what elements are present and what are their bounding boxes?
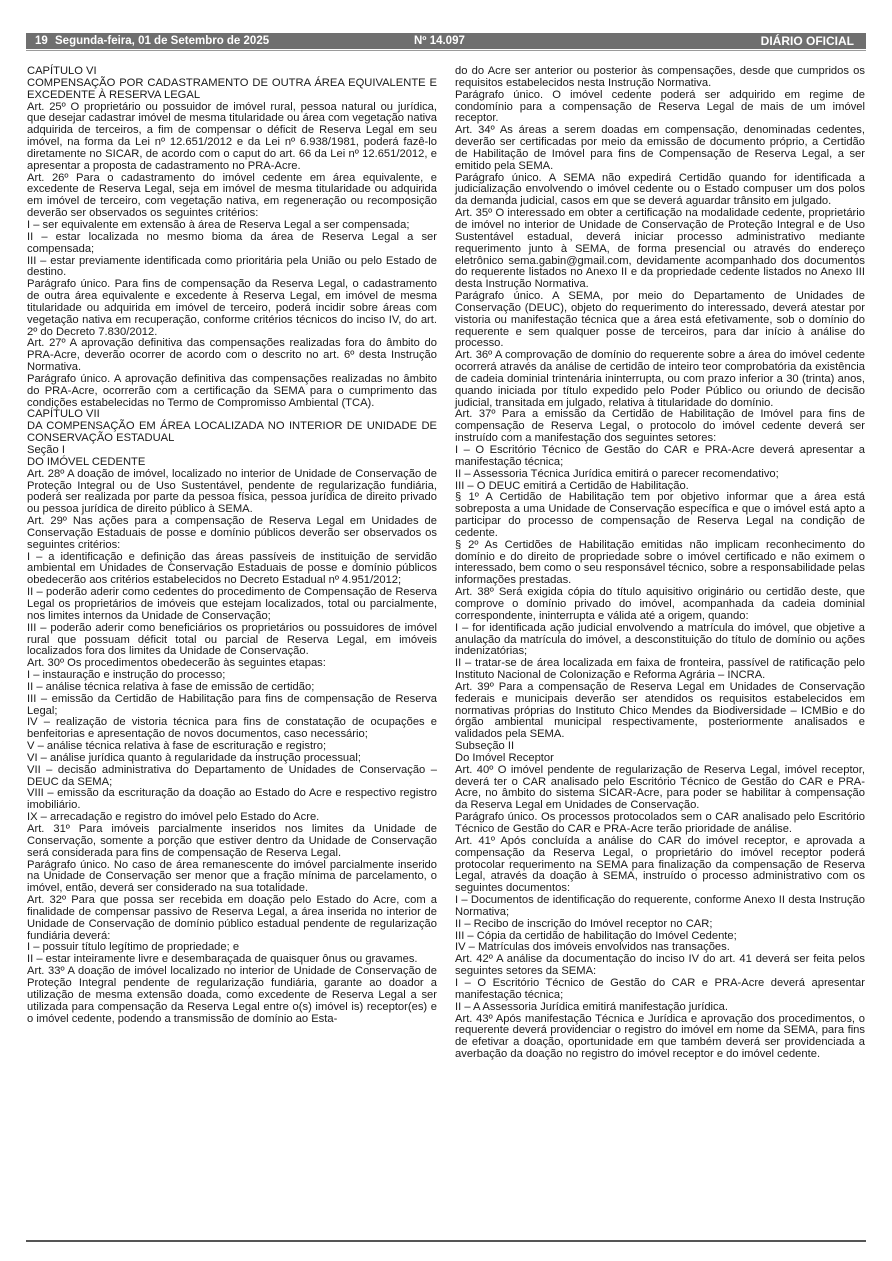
header-divider xyxy=(26,50,866,51)
paragraph: III – O DEUC emitirá a Certidão de Habilitação. xyxy=(455,479,689,492)
paragraph: II – análise técnica relativa à fase de emissão de certidão; xyxy=(27,680,315,693)
paragraph: III – emissão da Certidão de Habilitação para fins de compensação de Reserva Legal; xyxy=(27,692,437,717)
paragraph: Art. 39º Para a compensação de Reserva Legal em Unidades de Conservação federais e municipais deverão ser atendidos os requisitos estabelecidos em normativas próprias do Instituto Chico Mendes da Biodiversidade – ICMBio e do órgão ambiental municipal respectivamente, posteriormente analisados e validados pela SEMA. xyxy=(455,680,865,741)
publication-name: DIÁRIO OFICIAL xyxy=(760,34,854,48)
paragraph: CAPÍTULO VI xyxy=(27,65,97,77)
paragraph: IX – arrecadação e registro do imóvel pelo Estado do Acre. xyxy=(27,811,320,824)
paragraph: Art. 42º A análise da documentação do inciso IV do art. 41 deverá ser feita pelos seguintes setores da SEMA: xyxy=(455,953,865,978)
paragraph: I – for identificada ação judicial envolvendo a matrícula do imóvel, que objetive a anulação da matrícula do imóvel, a desconstituição do título de domínio ou ações indenizatórias; xyxy=(455,621,865,658)
paragraph: Art. 36º A comprovação de domínio do requerente sobre a área do imóvel cedente ocorrerá através da análise de certidão de inteiro teor comprobatória da existência de cadeia dominial trintenária ininterrupta, ou com prazo inferior a 30 (trinta) anos, quando iniciada por título expedido pelo Poder Público ou oriundo de decisão judicial, transitada em julgado, relativa à titularidade do domínio. xyxy=(455,349,865,409)
paragraph: II – A Assessoria Jurídica emitirá manifestação jurídica. xyxy=(455,1000,728,1013)
paragraph: Art. 27º A aprovação definitiva das compensações realizadas fora do âmbito do PRA-Acre, deverão ocorrer de acordo com o descrito no art. 6º desta Instrução Normativa. xyxy=(27,337,437,374)
paragraph: III – Cópia da certidão de habilitação do Imóvel Cedente; xyxy=(455,929,737,942)
paragraph: § 1º A Certidão de Habilitação tem por objetivo informar que a área está sobreposta a uma Unidade de Conservação específica e que o imóvel está apto a participar do processo de compensação de Reserva Legal na condição de cedente. xyxy=(455,491,865,539)
paragraph: II – estar localizada no mesmo bioma da área de Reserva Legal a ser compensada; xyxy=(27,230,437,255)
paragraph: COMPENSAÇÃO POR CADASTRAMENTO DE OUTRA ÁREA EQUIVALENTE E EXCEDENTE À RESERVA LEGAL xyxy=(27,76,437,101)
paragraph: VI – análise jurídica quanto à regularidade da instrução processual; xyxy=(27,751,361,764)
paragraph: Art. 40º O imóvel pendente de regularização de Reserva Legal, imóvel receptor, deverá ter o CAR analisado pelo Escritório Técnico de Gestão do CAR e PRA-Acre, no âmbito do sistema SICAR-Acre, para poder se habilitar à compensação da Reserva Legal em Unidades de Conservação. xyxy=(455,763,865,812)
paragraph: Parágrafo único. A SEMA, por meio do Departamento de Unidades de Conservação (DEUC), objeto do requerimento do interessado, deverá atestar por vistoria ou manifestação técnica que a área está efetivamente, sob o domínio do requerente e sem qualquer posse de terceiros, para dar início à análise do processo. xyxy=(455,290,865,350)
paragraph: Parágrafo único. A SEMA não expedirá Certidão quando for identificada a judicialização envolvendo o imóvel cedente ou o Estado compuser um dos polos da demanda judicial, casos em que se deverá aguardar trânsito em julgado. xyxy=(455,171,865,208)
paragraph: Seção I xyxy=(27,444,65,456)
paragraph: Art. 43º Após manifestação Técnica e Jurídica e aprovação dos procedimentos, o requerente deverá providenciar o registro do imóvel em nome da SEMA, para fins de efetivar a doação, oportunidade em que também deverá ser providenciada a averbação da doação no registro do imóvel receptor e do imóvel cedente. xyxy=(455,1012,865,1061)
paragraph: Parágrafo único. No caso de área remanescente do imóvel parcialmente inserido na Unidade de Conservação ser menor que a fração mínima de parcelamento, o imóvel, então, deverá ser considerado na sua totalidade. xyxy=(27,858,437,895)
footer-divider xyxy=(26,1240,866,1242)
paragraph: I – O Escritório Técnico de Gestão do CAR e PRA-Acre deverá apresentar a manifestação técnica; xyxy=(455,444,865,468)
paragraph: I – O Escritório Técnico de Gestão do CAR e PRA-Acre deverá apresentar manifestação técnica; xyxy=(455,976,865,1001)
paragraph: I – possuir título legítimo de propriedade; e xyxy=(27,941,240,954)
paragraph: do do Acre ser anterior ou posterior às compensações, desde que cumpridos os requisitos estabelecidos nesta Instrução Normativa. xyxy=(455,65,865,89)
paragraph: Art. 30º Os procedimentos obedecerão às seguintes etapas: xyxy=(27,657,326,670)
paragraph: Subseção II xyxy=(455,740,515,753)
paragraph: Do Imóvel Receptor xyxy=(455,751,554,764)
page-header-bar xyxy=(26,33,866,49)
paragraph: I – instauração e instrução do processo; xyxy=(27,669,226,682)
paragraph: III – estar previamente identificada como prioritária pela União ou pelo Estado de destino. xyxy=(27,254,437,279)
paragraph: Art. 35º O interessado em obter a certificação na modalidade cedente, proprietário de imóvel no interior de Unidade de Conservação de Proteção Integral e de Uso Sustentável estadual, deverá iniciar processo administrativo mediante requerimento junto à SEMA, de forma presencial ou através do endereço eletrônico sema.gabin@gmail.com, devidamente acompanhado dos documentos do requerente listados no Anexo II e da propriedade cedente listados no Anexo III desta Instrução Normativa. xyxy=(455,207,865,291)
paragraph: Art. 37º Para a emissão da Certidão de Habilitação de Imóvel para fins de compensação de Reserva Legal, o protocolo do imóvel cedente deverá ser instruído com a manifestação dos seguintes setores: xyxy=(455,408,865,445)
paragraph: V – análise técnica relativa à fase de escrituração e registro; xyxy=(27,740,327,753)
paragraph: II – Recibo de inscrição do Imóvel receptor no CAR; xyxy=(455,917,713,930)
right-column xyxy=(455,66,865,1061)
paragraph: Art. 41º Após concluída a análise do CAR do imóvel receptor, e aprovada a compensação da Reserva Legal, o proprietário do imóvel receptor poderá protocolar requerimento na SEMA para finalização da compensação de Reserva Legal, através da doação à SEMA, instruído o processo administrativo com os seguintes documentos: xyxy=(455,834,865,895)
paragraph: Parágrafo único. O imóvel cedente poderá ser adquirido em regime de condomínio para a compensação de Reserva Legal de mais de um imóvel receptor. xyxy=(455,88,865,125)
paragraph: Art. 38º Será exigida cópia do título aquisitivo originário ou certidão deste, que comprove o domínio privado do imóvel, acompanhada da cadeia dominial correspondente, ininterrupta e válida até a origem, quando: xyxy=(455,586,865,622)
paragraph: Art. 31º Para imóveis parcialmente inseridos nos limites da Unidade de Conservação, somente a porção que estiver dentro da Unidade de Conservação será considerada para fins de compensação de Reserva Legal. xyxy=(27,823,437,859)
paragraph: IV – Matrículas dos imóveis envolvidos nas transações. xyxy=(455,941,730,954)
paragraph: Art. 34º As áreas a serem doadas em compensação, denominadas cedentes, deverão ser certificadas por meio da emissão de documento próprio, a Certidão de Habilitação de Imóvel para fins de Compensação de Reserva Legal, a ser emitido pela SEMA. xyxy=(455,124,865,172)
paragraph: II – Assessoria Técnica Jurídica emitirá o parecer recomendativo; xyxy=(455,467,779,480)
paragraph: III – poderão aderir como beneficiários os proprietários ou possuidores de imóvel rural que possuam déficit total ou parcial de Reserva Legal, em imóveis localizados fora dos limites da Unidade de Conservação. xyxy=(27,621,437,658)
paragraph: Parágrafo único. Para fins de compensação da Reserva Legal, o cadastramento de outra área equivalente e excedente à Reserva Legal, em imóvel de mesma titularidade ou adquirida em imóvel de terceiro, poderá incidir sobre áreas com vegetação nativa em recuperação, conforme critérios técnicos do inciso IV, do art. 2º do Decreto 7.830/2012. xyxy=(27,278,437,338)
publication-date: Segunda-feira, 01 de Setembro de 2025 xyxy=(55,35,270,47)
paragraph: DO IMÓVEL CEDENTE xyxy=(27,455,146,468)
paragraph: II – estar inteiramente livre e desembaraçada de quaisquer ônus ou gravames. xyxy=(27,953,418,966)
paragraph: Art. 33º A doação de imóvel localizado no interior de Unidade de Conservação de Proteção Integral pendente de regularização fundiária, garante ao doador a utilização de mesma extensão doada, como excedente de Reserva Legal a ser utilizada para compensação da Reserva Legal entre o(s) imóvel is) receptor(es) e o imóvel cedente, podendo a transmissão de domínio ao Esta- xyxy=(27,965,437,1025)
paragraph: VIII – emissão da escrituração da doação ao Estado do Acre e respectivo registro imobiliário. xyxy=(27,787,437,812)
page-number: 19 xyxy=(35,35,48,47)
paragraph: VII – decisão administrativa do Departamento de Unidades de Conservação – DEUC da SEMA; xyxy=(27,763,437,788)
paragraph: § 2º As Certidões de Habilitação emitidas não implicam reconhecimento do domínio e do direito de propriedade sobre o imóvel certificado e não eximem o interessado, bem como o seu responsável técnico, sobre a responsabilidade pelas informações prestadas. xyxy=(455,538,865,587)
paragraph: I – ser equivalente em extensão à área de Reserva Legal a ser compensada; xyxy=(27,218,410,231)
paragraph: Art. 32º Para que possa ser recebida em doação pelo Estado do Acre, com a finalidade de compensar passivo de Reserva Legal, a área inserida no interior de Unidade de Conservação de domínio público estadual pendente de regularização fundiária deverá: xyxy=(27,894,437,942)
paragraph: Art. 25º O proprietário ou possuidor de imóvel rural, pessoa natural ou jurídica, que desejar cadastrar imóvel de mesma titularidade ou área com vegetação nativa adquirida de terceiros, a fim de compensar o déficit de Reserva Legal em seu imóvel, na forma da Lei nº 12.651/2012 e da Lei nº 6.938/1981, poderá fazê-lo diretamente no SICAR, de acordo com o caput do art. 66 da Lei nº 12.651/2012, e apresentar a proposta de cadastramento no PRA-Acre. xyxy=(27,100,437,172)
left-column xyxy=(27,66,437,1025)
paragraph: DA COMPENSAÇÃO EM ÁREA LOCALIZADA NO INTERIOR DE UNIDADE DE CONSERVAÇÃO ESTADUAL xyxy=(27,420,437,445)
paragraph: I – Documentos de identificação do requerente, conforme Anexo II desta Instrução Normativa; xyxy=(455,894,865,918)
edition-number: Nº 14.097 xyxy=(414,35,465,47)
paragraph: Art. 26º Para o cadastramento do imóvel cedente em área equivalente, e excedente de Reserva Legal, seja em imóvel de mesma titularidade ou adquirida em imóvel de terceiro, com vegetação nativa, em regeneração ou recomposição deverão ser observados os seguintes critérios: xyxy=(27,171,437,220)
paragraph: Art. 29º Nas ações para a compensação de Reserva Legal em Unidades de Conservação Estaduais de posse e domínio públicos deverão ser observados os seguintes critérios: xyxy=(27,515,437,551)
paragraph: I – a identificação e definição das áreas passíveis de instituição de servidão ambiental em Unidades de Conservação Estaduais de posse e domínio públicos obedecerão aos critérios estabelecidos no Decreto Estadual nº 4.951/2012; xyxy=(27,550,437,587)
paragraph: Parágrafo único. Os processos protocolados sem o CAR analisado pelo Escritório Técnico de Gestão do CAR e PRA-Acre terão prioridade de análise. xyxy=(455,811,865,835)
paragraph: Art. 28º A doação de imóvel, localizado no interior de Unidade de Conservação de Proteção Integral ou de Uso Sustentável, pendente de regularização fundiária, poderá ser realizada por parte da pessoa física, pessoa jurídica de direito privado ou pessoa jurídica de direito público à SEMA. xyxy=(27,467,437,516)
paragraph: IV – realização de vistoria técnica para fins de constatação de ocupações e benfeitorias e apresentação de novos documentos, caso necessário; xyxy=(27,716,437,741)
paragraph: Parágrafo único. A aprovação definitiva das compensações realizadas no âmbito do PRA-Acre, ocorrerão com a certificação da SEMA para o cumprimento das condições estabelecidas no Termo de Compromisso Ambiental (TCA). xyxy=(27,372,437,409)
paragraph: II – poderão aderir como cedentes do procedimento de Compensação de Reserva Legal os proprietários de imóveis que estejam localizados, total ou parcialmente, nos limites internos da Unidade de Conservação; xyxy=(27,586,437,622)
paragraph: CAPÍTULO VII xyxy=(27,408,100,421)
paragraph: II – tratar-se de área localizada em faixa de fronteira, passível de ratificação pelo Instituto Nacional de Colonização e Reforma Agrária – INCRA. xyxy=(455,657,865,682)
